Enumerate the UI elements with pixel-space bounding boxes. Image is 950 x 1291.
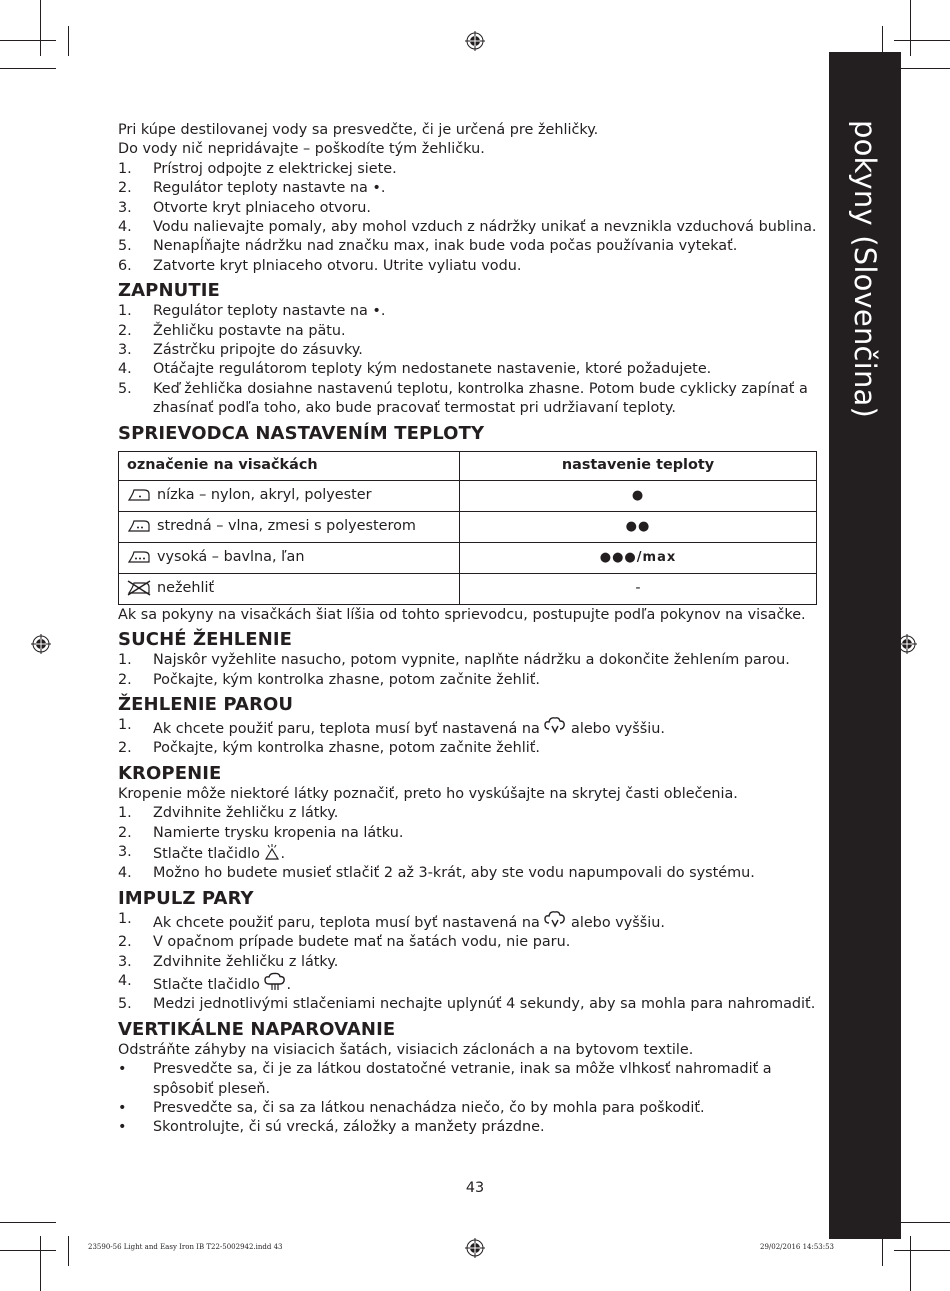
temperature-guide-table	[118, 451, 817, 605]
crop-mark	[910, 1236, 911, 1291]
intro-line: Pri kúpe destilovanej vody sa presvedčte, či je určená pre žehličky.	[118, 122, 599, 138]
iron-crossed-icon	[127, 580, 151, 596]
list-item: 3. Stlačte tlačidlo .	[118, 843, 286, 862]
iron-two-dots-icon	[127, 518, 151, 534]
list-item: 4. Možno ho budete musieť stlačiť 2 až 3-krát, aby ste vodu napumpovali do systému.	[118, 865, 755, 882]
list-item: 2. Počkajte, kým kontrolka zhasne, potom začnite žehliť.	[118, 671, 540, 688]
table-cell: ●●	[460, 511, 817, 542]
spray-button-icon	[264, 843, 280, 861]
list-item: 5. Nenapĺňajte nádržku nad značku max, inak bude voda počas používania vytekať.	[118, 238, 738, 255]
crop-mark	[0, 68, 56, 69]
registration-mark-icon	[465, 1238, 485, 1258]
table-cell: ●●●/max	[460, 542, 817, 573]
list-item: 2. Žehličku postavte na pätu.	[118, 322, 346, 339]
list-item: 1. Regulátor teploty nastavte na •.	[118, 303, 386, 320]
list-item: 4. Otáčajte regulátorom teploty kým nedostanete nastavenie, ktoré požadujete.	[118, 361, 712, 378]
list-item: 3. Zástrčku pripojte do zásuvky.	[118, 342, 363, 359]
section-intro: Kropenie môže niektoré látky poznačiť, preto ho vyskúšajte na skrytej časti oblečenia.	[118, 785, 738, 802]
section-heading-vertikalne: VERTIKÁLNE NAPAROVANIE	[118, 1018, 396, 1040]
table-note: Ak sa pokyny na visačkách šiat líšia od tohto sprievodcu, postupujte podľa pokynov na visačke.	[118, 606, 806, 623]
list-item: • Presvedčte sa, či je za látkou dostatočné vetranie, inak sa môže vlhkosť nahromadiť a spôsobiť pleseň.	[118, 1061, 772, 1097]
list-item: 1. Zdvihnite žehličku z látky.	[118, 805, 339, 822]
steam-burst-icon	[264, 972, 286, 992]
section-heading-impulz: IMPULZ PARY	[118, 887, 254, 909]
list-item: • Skontrolujte, či sú vrecká, záložky a manžety prázdne.	[118, 1119, 545, 1136]
crop-mark	[894, 68, 950, 69]
crop-mark	[40, 0, 41, 56]
list-item: 5. Keď žehlička dosiahne nastavenú teplotu, kontrolka zhasne. Potom bude cyklicky zapínať a zhasínať podľa toho, ako bude pracovať termostat pri udržiavaní teploty.	[118, 380, 808, 417]
crop-mark	[68, 26, 69, 56]
list-item: 1. Najskôr vyžehlite nasucho, potom vypnite, naplňte nádržku a dokončite žehlením parou.	[118, 652, 790, 669]
table-cell: nežehliť	[119, 573, 460, 604]
list-item: 1. Prístroj odpojte z elektrickej siete.	[118, 160, 397, 177]
section-intro: Odstráňte záhyby na visiacich šatách, visiacich záclonách a na bytovom textile.	[118, 1041, 694, 1058]
section-heading-parou: ŽEHLENIE PAROU	[118, 693, 294, 715]
list-item: 1. Ak chcete použiť paru, teplota musí byť nastavená na alebo vyššiu.	[118, 910, 665, 931]
crop-mark	[894, 40, 950, 41]
table-row	[119, 573, 817, 604]
list-item: 1. Ak chcete použiť paru, teplota musí byť nastavená na alebo vyššiu.	[118, 716, 665, 737]
list-item: 3. Zdvihnite žehličku z látky.	[118, 953, 339, 970]
table-row	[119, 511, 817, 542]
table-cell: -	[460, 573, 817, 604]
sidebar-title: pokyny (Slovenčina)	[848, 120, 882, 419]
list-item: 2. Regulátor teploty nastavte na •.	[118, 180, 386, 197]
list-item: • Presvedčte sa, či sa za látkou nenachádza niečo, čo by mohla para poškodiť.	[118, 1100, 705, 1116]
list-item: 2. V opačnom prípade budete mať na šatách vodu, nie paru.	[118, 934, 571, 951]
footer-file-info: 23590-56 Light and Easy Iron IB T22-5002942.indd 43	[88, 1243, 283, 1251]
crop-mark	[0, 1222, 56, 1223]
section-heading-sprievodca: SPRIEVODCA NASTAVENÍM TEPLOTY	[118, 422, 485, 444]
registration-mark-icon	[465, 31, 485, 51]
crop-mark	[0, 1250, 56, 1251]
table-header-row	[119, 451, 817, 480]
table-cell: nízka – nylon, akryl, polyester	[119, 480, 460, 511]
page-number: 43	[465, 1180, 485, 1196]
table-cell: ●	[460, 480, 817, 511]
table-cell: vysoká – bavlna, ľan	[119, 542, 460, 573]
steam-cloud-icon	[544, 910, 566, 930]
crop-mark	[894, 1222, 950, 1223]
iron-three-dots-icon	[127, 549, 151, 565]
list-item: 4. Stlačte tlačidlo .	[118, 972, 292, 993]
main-content	[118, 121, 818, 1138]
crop-mark	[882, 1236, 883, 1266]
footer-timestamp: 29/02/2016 14:53:53	[760, 1243, 835, 1251]
list-item: 3. Otvorte kryt plniaceho otvoru.	[118, 199, 371, 216]
registration-mark-icon	[31, 634, 51, 654]
crop-mark	[68, 1236, 69, 1266]
crop-mark	[40, 1236, 41, 1291]
list-item: 2. Počkajte, kým kontrolka zhasne, potom začnite žehliť.	[118, 740, 540, 757]
table-header: nastavenie teploty	[460, 451, 817, 480]
iron-one-dot-icon	[127, 487, 151, 503]
table-cell: stredná – vlna, zmesi s polyesterom	[119, 511, 460, 542]
steam-cloud-icon	[544, 716, 566, 736]
section-heading-suche: SUCHÉ ŽEHLENIE	[118, 629, 293, 651]
list-item: 5. Medzi jednotlivými stlačeniami nechajte uplynúť 4 sekundy, aby sa mohla para nahromadiť.	[118, 996, 816, 1013]
crop-mark	[910, 0, 911, 56]
section-heading-kropenie: KROPENIE	[118, 762, 222, 784]
crop-mark	[0, 40, 56, 41]
list-item: 6. Zatvorte kryt plniaceho otvoru. Utrite vyliatu vodu.	[118, 257, 522, 274]
section-heading-zapnutie: ZAPNUTIE	[118, 280, 220, 302]
table-row	[119, 480, 817, 511]
table-header: označenie na visačkách	[119, 451, 460, 480]
list-item: 2. Namierte trysku kropenia na látku.	[118, 824, 404, 841]
table-row	[119, 542, 817, 573]
crop-mark	[894, 1250, 950, 1251]
list-item: 4. Vodu nalievajte pomaly, aby mohol vzduch z nádržky unikať a nevznikla vzduchová bublina.	[118, 219, 817, 236]
intro-line: Do vody nič nepridávajte – poškodíte tým žehličku.	[118, 141, 485, 158]
